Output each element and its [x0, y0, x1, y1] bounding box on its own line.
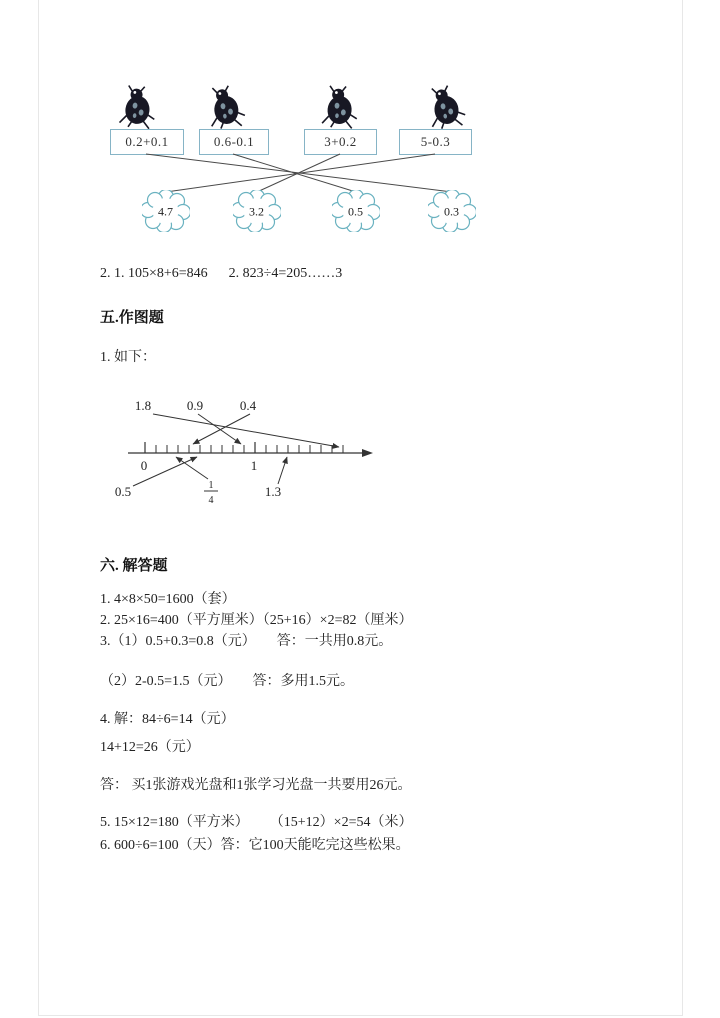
- nl-top-label: 1.8: [134, 398, 152, 413]
- answer-line: 4. 解：84÷6=14（元）: [100, 712, 235, 727]
- answer-line: 答： 买1张游戏光盘和1张学习光盘一共要用26元。: [100, 778, 412, 793]
- answer-flower: [233, 190, 281, 237]
- nl-fraction-denominator: 4: [208, 495, 214, 506]
- flower-answer-text: 4.7: [158, 204, 173, 219]
- answer-line: 5. 15×12=180（平方米） （15+12）×2=54（米）: [100, 815, 413, 830]
- beetle-icon: [206, 84, 246, 134]
- answer-line: 14+12=26（元）: [100, 740, 200, 755]
- expression-box: 5-0.3: [399, 129, 472, 155]
- nl-axis-label: 1: [250, 458, 258, 473]
- beetle-icon: [118, 84, 158, 134]
- flower-answer-text: 0.5: [348, 204, 363, 219]
- nl-axis-label: 0: [140, 458, 148, 473]
- section5-item: 1. 如下：: [100, 350, 156, 365]
- answer-line: 6. 600÷6=100（天）答：它100天能吃完这些松果。: [100, 838, 410, 853]
- answer-flower: [428, 190, 476, 237]
- answer-flower: [142, 190, 190, 237]
- section5-title: 五.作图题: [100, 310, 164, 326]
- expression-box: 3+0.2: [304, 129, 377, 155]
- answer-flower: [332, 190, 380, 237]
- flower-answer-text: 0.3: [444, 204, 459, 219]
- nl-fraction-numerator: 1: [208, 480, 214, 491]
- nl-bottom-label: 0.5: [114, 484, 132, 499]
- nl-bottom-label: 1.3: [264, 484, 282, 499]
- answer-line: （2）2-0.5=1.5（元） 答：多用1.5元。: [100, 674, 355, 689]
- section6-title: 六. 解答题: [100, 558, 168, 574]
- beetle-icon: [320, 84, 360, 134]
- answer-line-q2: 2. 1. 105×8+6=846 2. 823÷4=205……3: [100, 266, 343, 281]
- flower-answer-text: 3.2: [249, 204, 264, 219]
- nl-top-label: 0.4: [239, 398, 257, 413]
- expression-box: 0.2+0.1: [110, 129, 184, 155]
- page-edge-right: [682, 0, 683, 1016]
- axis-arrowhead: [362, 449, 373, 457]
- page-edge-left: [38, 0, 39, 1016]
- nl-top-label: 0.9: [186, 398, 204, 413]
- page-edge-bottom: [38, 1015, 683, 1016]
- answer-line: 3.（1）0.5+0.3=0.8（元） 答：一共用0.8元。: [100, 634, 393, 649]
- answer-line: 2. 25×16=400（平方厘米）（25+16）×2=82（厘米）: [100, 613, 413, 628]
- expression-box: 0.6-0.1: [199, 129, 269, 155]
- beetle-icon: [426, 84, 466, 134]
- numberline-figure: [98, 386, 390, 519]
- answer-line: 1. 4×8×50=1600（套）: [100, 592, 236, 607]
